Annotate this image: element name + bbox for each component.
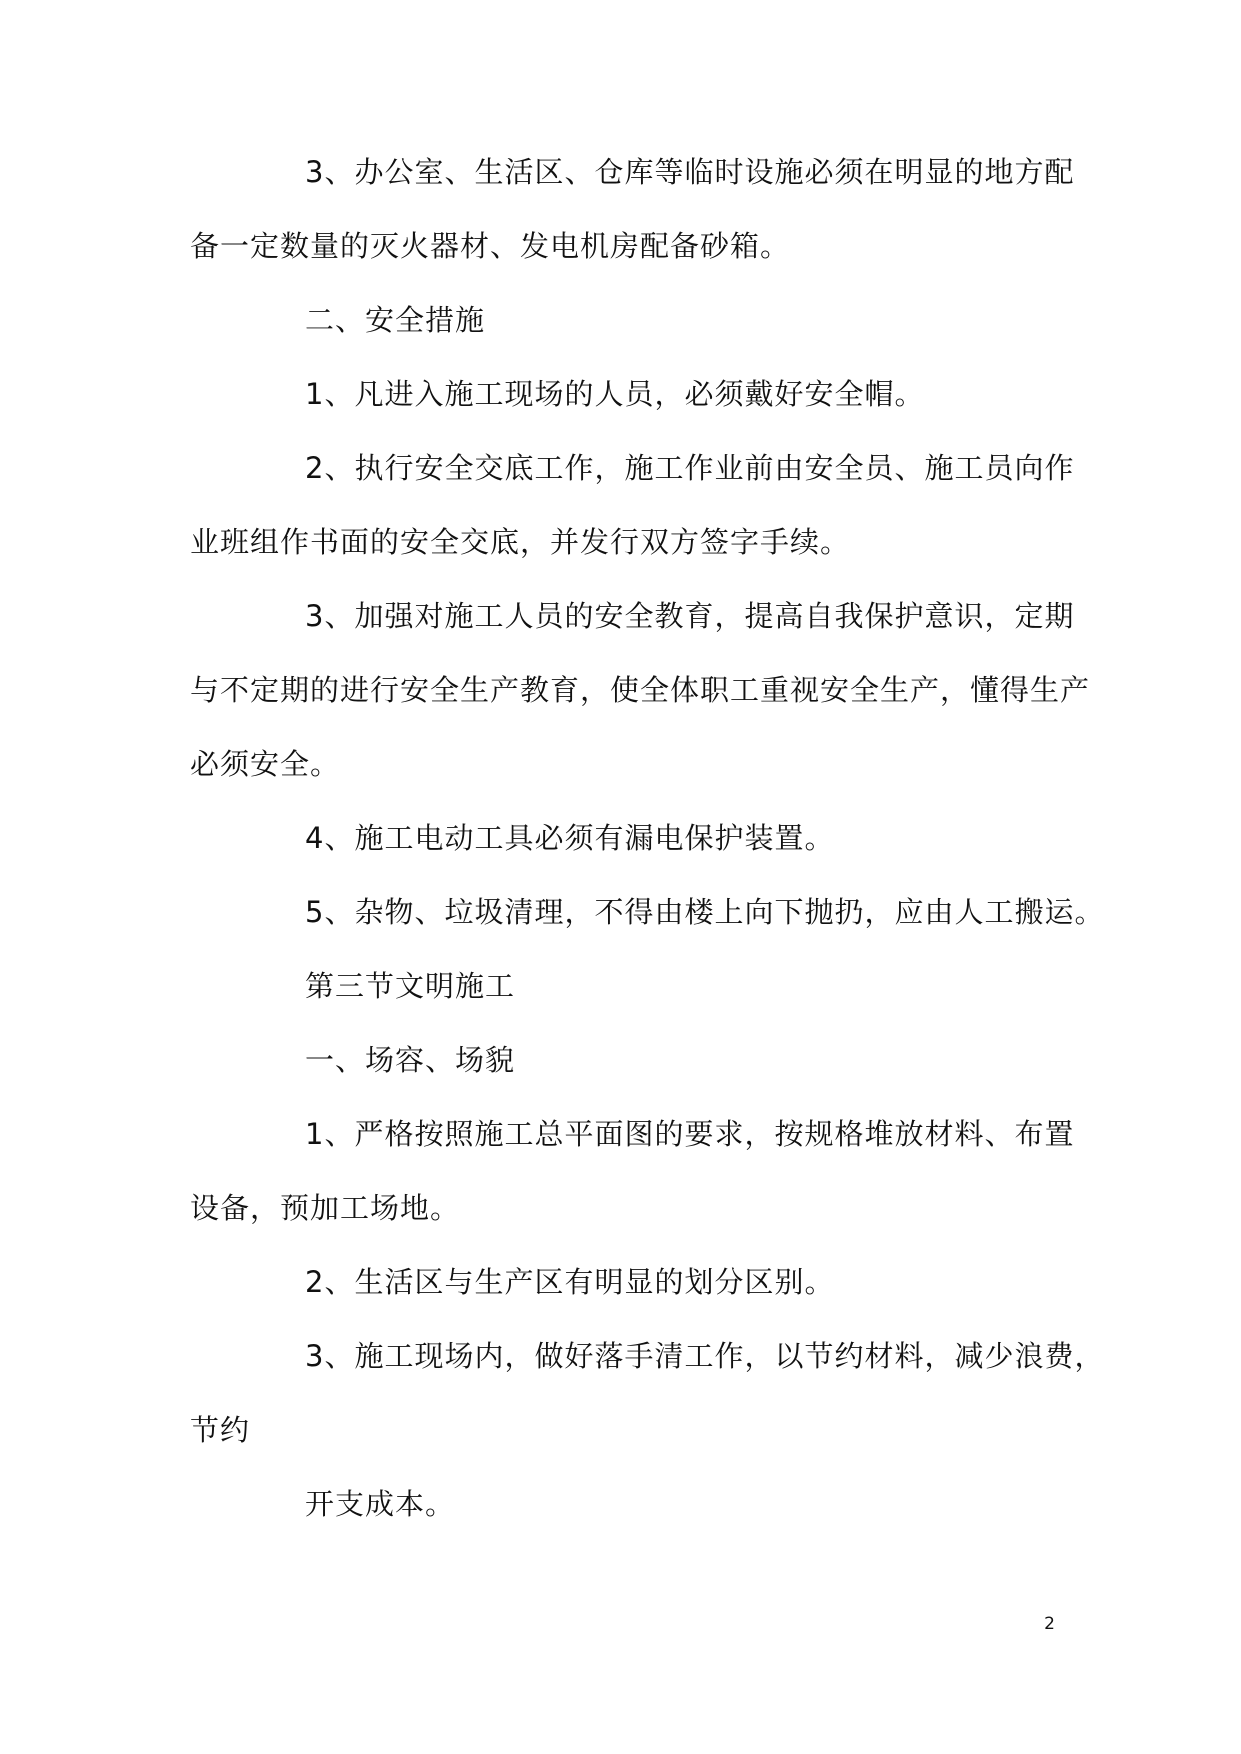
text-line: 节约 xyxy=(190,1413,251,1447)
text-line: 业班组作书面的安全交底，并发行双方签字手续。 xyxy=(190,525,851,559)
section-heading: 第三节文明施工 xyxy=(305,969,516,1003)
text-line: 3、加强对施工人员的安全教育，提高自我保护意识，定期 xyxy=(305,599,1075,633)
section-heading: 二、安全措施 xyxy=(305,303,486,337)
text-line: 备一定数量的灭火器材、发电机房配备砂箱。 xyxy=(190,229,791,263)
section-heading: 一、场容、场貌 xyxy=(305,1043,516,1077)
text-line: 必须安全。 xyxy=(190,747,341,781)
text-line: 3、施工现场内，做好落手清工作，以节约材料，减少浪费， xyxy=(305,1339,1105,1373)
text-line: 5、杂物、垃圾清理，不得由楼上向下抛扔，应由人工搬运。 xyxy=(305,895,1105,929)
text-line: 1、严格按照施工总平面图的要求，按规格堆放材料、布置 xyxy=(305,1117,1075,1151)
text-line: 2、生活区与生产区有明显的划分区别。 xyxy=(305,1265,835,1299)
text-line: 开支成本。 xyxy=(305,1487,456,1521)
text-line: 3、办公室、生活区、仓库等临时设施必须在明显的地方配 xyxy=(305,155,1075,189)
text-line: 4、施工电动工具必须有漏电保护装置。 xyxy=(305,821,835,855)
text-line: 1、凡进入施工现场的人员，必须戴好安全帽。 xyxy=(305,377,925,411)
text-line: 2、执行安全交底工作，施工作业前由安全员、施工员向作 xyxy=(305,451,1075,485)
text-line: 与不定期的进行安全生产教育，使全体职工重视安全生产，懂得生产 xyxy=(190,673,1091,707)
page-number: 2 xyxy=(1044,1614,1055,1634)
text-line: 设备，预加工场地。 xyxy=(190,1191,461,1225)
